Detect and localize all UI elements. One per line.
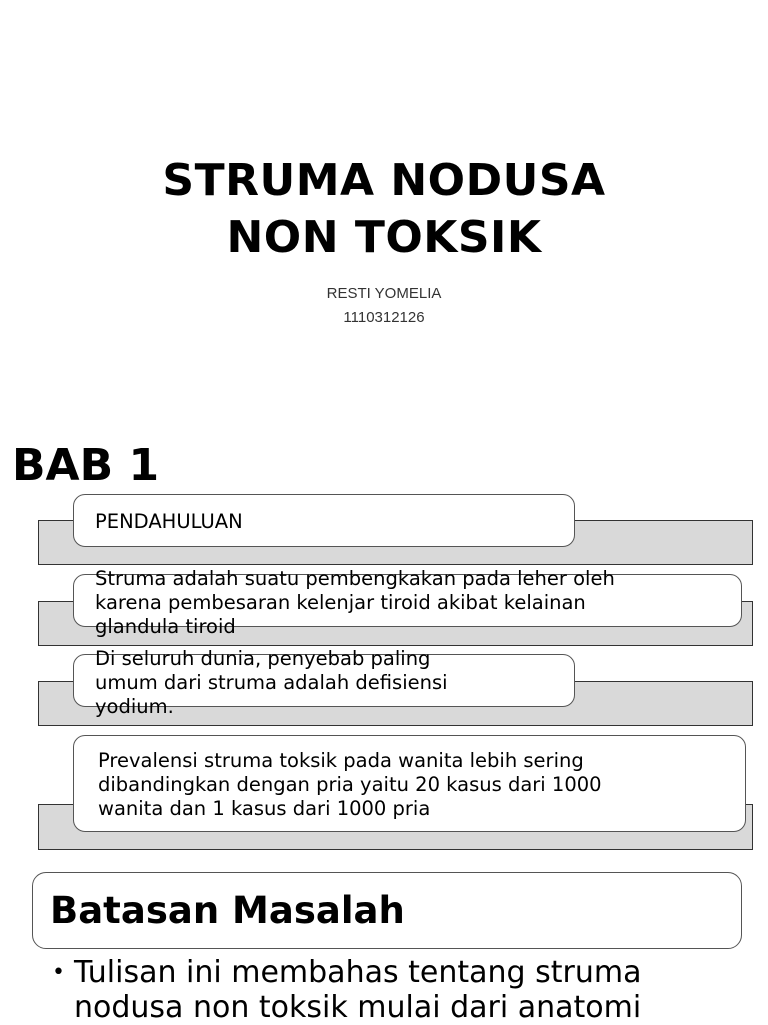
- student-id: 1110312126: [343, 309, 425, 326]
- bullet-line: Tulisan ini membahas tentang struma: [74, 955, 642, 990]
- card-line: yodium.: [95, 695, 174, 718]
- title-line-2: NON TOKSIK: [226, 212, 542, 263]
- card-line: PENDAHULUAN: [95, 510, 243, 533]
- card-pendahuluan: [73, 494, 575, 547]
- bullet-dot-icon: •: [52, 960, 65, 985]
- batasan-heading: Batasan Masalah: [50, 889, 405, 932]
- card-line: Prevalensi struma toksik pada wanita lebih sering: [98, 749, 584, 772]
- batasan-heading-box: [32, 872, 742, 949]
- card-line: glandula tiroid: [95, 615, 236, 638]
- author-name: RESTI YOMELIA: [326, 285, 442, 302]
- card-line: umum dari struma adalah defisiensi: [95, 671, 448, 694]
- card-cause: [73, 647, 575, 718]
- card-prevalence: [73, 735, 746, 832]
- card-line: Struma adalah suatu pembengkakan pada leher oleh: [95, 567, 615, 590]
- title-line-1: STRUMA NODUSA: [162, 155, 606, 206]
- card-line: Di seluruh dunia, penyebab paling: [95, 647, 431, 670]
- subtitle: [0, 282, 768, 330]
- bullet-line: nodusa non toksik mulai dari anatomi: [74, 990, 642, 1025]
- section-heading: BAB 1: [12, 440, 160, 491]
- card-line: wanita dan 1 kasus dari 1000 pria: [98, 797, 431, 820]
- title-slide: [0, 0, 768, 420]
- page-title: [0, 152, 768, 266]
- card-line: karena pembesaran kelenjar tiroid akibat kelainan: [95, 591, 586, 614]
- card-line: dibandingkan dengan pria yaitu 20 kasus dari 1000: [98, 773, 602, 796]
- card-definition: [73, 567, 742, 638]
- bullet-item: [74, 955, 641, 1025]
